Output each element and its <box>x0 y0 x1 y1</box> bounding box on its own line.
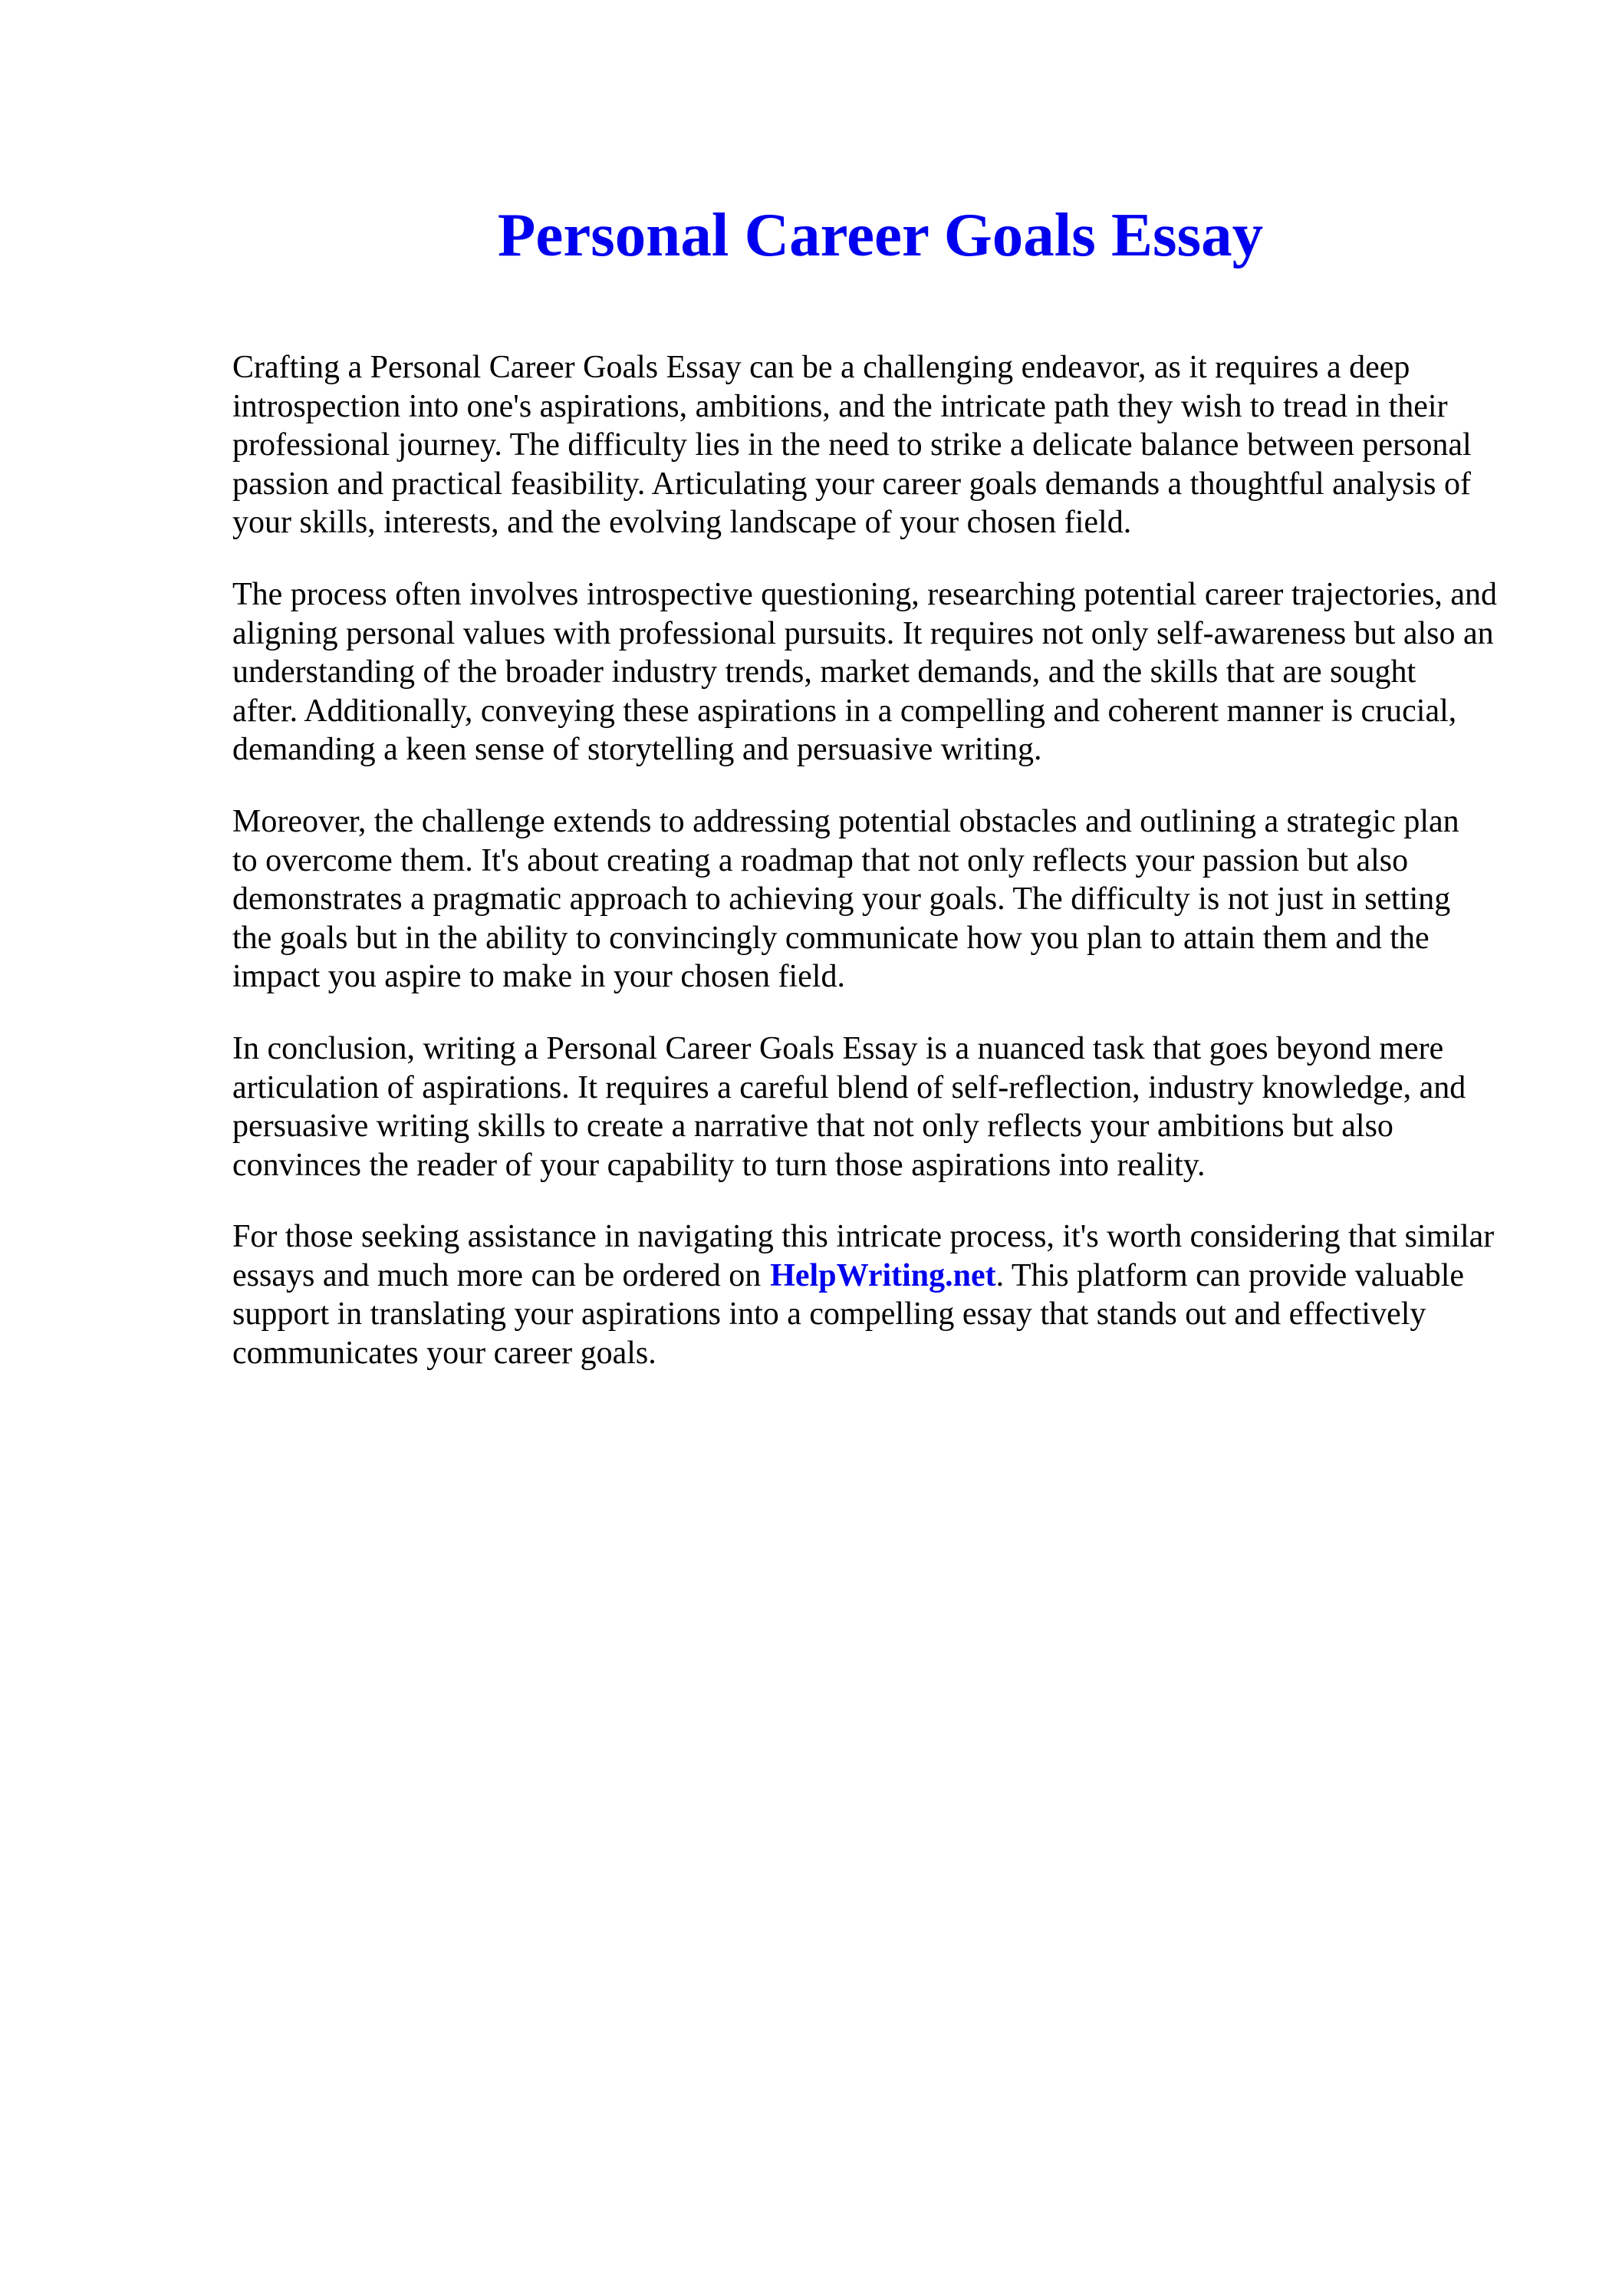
paragraph-1 <box>232 348 1528 542</box>
text-line: understanding of the broader industry trends, market demands, and the skills that are sought <box>232 654 1416 690</box>
text-line: For those seeking assistance in navigating this intricate process, it's worth considering that similar <box>232 1219 1495 1255</box>
text-line: the goals but in the ability to convincingly communicate how you plan to attain them and the <box>232 920 1430 956</box>
paragraph-4 <box>232 1029 1528 1184</box>
paragraph-5 <box>232 1217 1528 1372</box>
text-line: The process often involves introspective questioning, researching potential career trajectories, and <box>232 576 1498 612</box>
text-line: Moreover, the challenge extends to addressing potential obstacles and outlining a strategic plan <box>232 803 1459 839</box>
text-line: support in translating your aspirations into a compelling essay that stands out and effectively <box>232 1296 1426 1332</box>
text-line: professional journey. The difficulty lies in the need to strike a delicate balance between personal <box>232 427 1472 463</box>
text-line: persuasive writing skills to create a narrative that not only reflects your ambitions but also <box>232 1108 1393 1145</box>
helpwriting-link[interactable]: HelpWriting.net <box>770 1257 996 1293</box>
text-segment: essays and much more can be ordered on <box>232 1257 762 1293</box>
text-segment: . This platform can provide valuable <box>995 1257 1465 1293</box>
text-line: In conclusion, writing a Personal Career Goals Essay is a nuanced task that goes beyond mere <box>232 1030 1444 1066</box>
text-line: convinces the reader of your capability to turn those aspirations into reality. <box>232 1147 1206 1183</box>
text-line: Crafting a Personal Career Goals Essay can be a challenging endeavor, as it requires a deep <box>232 350 1410 385</box>
text-line: aligning personal values with professional pursuits. It requires not only self-awareness but also an <box>232 615 1494 651</box>
text-line: demanding a keen sense of storytelling and persuasive writing. <box>232 732 1042 768</box>
text-line: demonstrates a pragmatic approach to achieving your goals. The difficulty is not just in setting <box>232 881 1451 917</box>
text-line: communicates your career goals. <box>232 1336 656 1372</box>
text-line: passion and practical feasibility. Articulating your career goals demands a thoughtful analysis of <box>232 466 1471 502</box>
paragraph-3 <box>232 802 1528 996</box>
text-line: introspection into one's aspirations, ambitions, and the intricate path they wish to tread in their <box>232 388 1448 424</box>
paragraph-2 <box>232 575 1528 769</box>
text-line: your skills, interests, and the evolving landscape of your chosen field. <box>232 505 1132 541</box>
essay-body <box>232 348 1528 1406</box>
text-line: after. Additionally, conveying these aspirations in a compelling and coherent manner is crucial, <box>232 693 1457 729</box>
text-line: to overcome them. It's about creating a roadmap that not only reflects your passion but also <box>232 842 1409 878</box>
text-line: articulation of aspirations. It requires a careful blend of self-reflection, industry knowledge, and <box>232 1069 1466 1105</box>
text-line: impact you aspire to make in your chosen field. <box>232 959 845 995</box>
page-title: Personal Career Goals Essay <box>497 200 1264 269</box>
text-line <box>232 1257 1528 1296</box>
